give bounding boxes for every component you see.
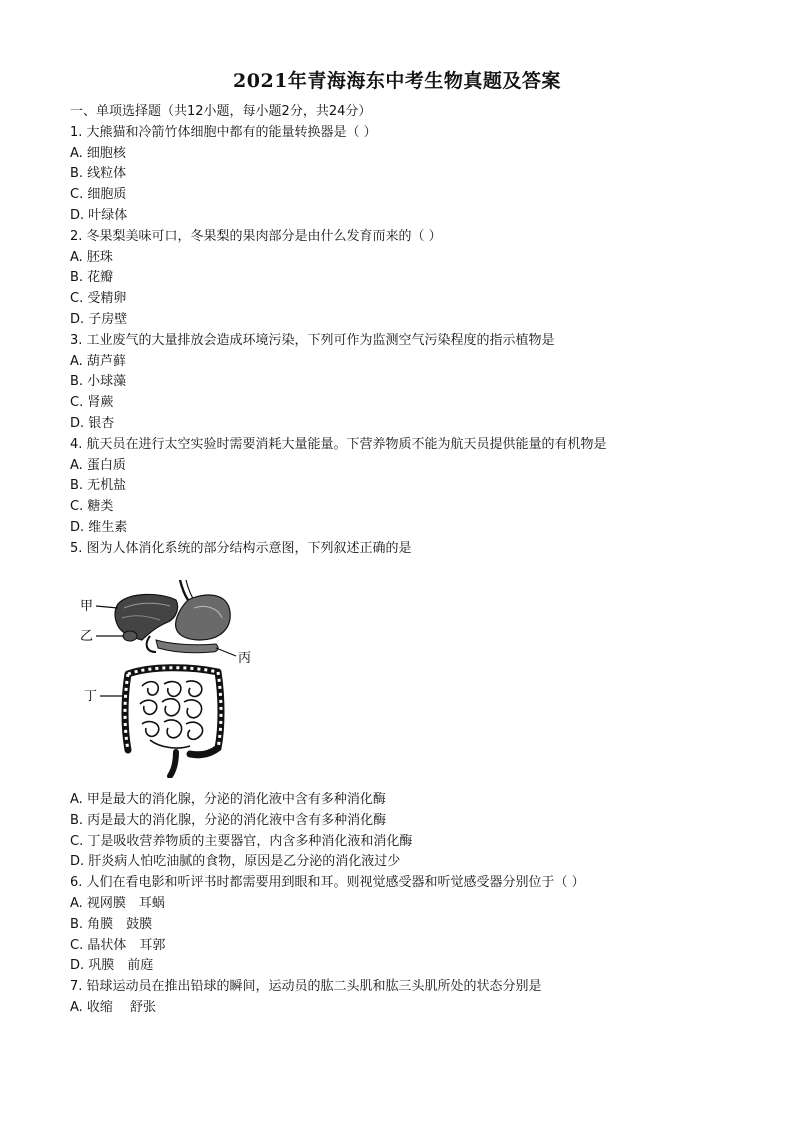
option-c: C. 肾蕨 — [70, 395, 114, 411]
option-c: C. 丁是吸收营养物质的主要器官，内含多种消化液和消化酶 — [70, 833, 413, 849]
option-a: A. 葫芦藓 — [70, 353, 126, 369]
questions-part1 — [70, 102, 760, 560]
option-a: A. 视网膜 耳蜗 — [70, 895, 165, 911]
rectum-shape — [170, 752, 176, 776]
gallbladder-shape — [123, 631, 137, 641]
option-c: C. 细胞质 — [70, 187, 127, 203]
option-a: A. 胚珠 — [70, 249, 113, 265]
option-d: D. 巩膜 前庭 — [70, 958, 154, 974]
option-a: A. 收缩 舒张 — [70, 999, 157, 1015]
option-d: D. 银杏 — [70, 415, 115, 431]
small-intestine-shape — [140, 681, 203, 748]
question-stem: 3. 工业废气的大量排放会造成环境污染，下列可作为监测空气污染程度的指示植物是 — [70, 332, 555, 348]
option-c: C. 晶状体 耳郭 — [70, 937, 166, 953]
option-b: B. 线粒体 — [70, 166, 127, 182]
question-stem: 1. 大熊猫和冷箭竹体细胞中都有的能量转换器是（ ） — [70, 124, 377, 140]
question-stem: 2. 冬果梨美味可口，冬果梨的果肉部分是由什么发育而来的（ ） — [70, 228, 442, 244]
pancreas-shape — [156, 640, 218, 653]
digestive-system-diagram — [80, 578, 260, 778]
question-stem: 4. 航天员在进行太空实验时需要消耗大量能量。下营养物质不能为航天员提供能量的有机物是 — [70, 436, 607, 452]
option-c: C. 受精卵 — [70, 291, 127, 307]
option-a: A. 细胞核 — [70, 145, 126, 161]
option-d: D. 肝炎病人怕吃油腻的食物，原因是乙分泌的消化液过少 — [70, 854, 401, 870]
option-b: B. 角膜 鼓膜 — [70, 916, 153, 932]
option-b: B. 小球藻 — [70, 374, 127, 390]
figure-label-bing: 丙 — [238, 651, 252, 666]
option-b: B. 无机盐 — [70, 478, 127, 494]
option-d: D. 维生素 — [70, 519, 128, 535]
questions-part2 — [70, 790, 760, 1019]
option-b: B. 花瓣 — [70, 270, 114, 286]
option-d: D. 叶绿体 — [70, 207, 128, 223]
document-title: 2021年青海海东中考生物真题及答案 — [233, 70, 561, 92]
question-stem: 7. 铅球运动员在推出铅球的瞬间，运动员的肱二头肌和肱三头肌所处的状态分别是 — [70, 979, 542, 995]
option-a: A. 甲是最大的消化腺，分泌的消化液中含有多种消化酶 — [70, 792, 386, 807]
option-c: C. 糖类 — [70, 499, 114, 515]
figure-label-yi: 乙 — [80, 629, 94, 644]
section-header: 一、单项选择题（共12小题，每小题2分，共24分） — [70, 104, 372, 119]
figure-label-ding: 丁 — [84, 689, 98, 704]
figure-label-jia: 甲 — [80, 599, 94, 614]
question-stem: 5. 图为人体消化系统的部分结构示意图，下列叙述正确的是 — [70, 540, 412, 556]
option-d: D. 子房壁 — [70, 311, 128, 327]
question-stem: 6. 人们在看电影和听评书时都需要用到眼和耳。则视觉感受器和听觉感受器分别位于（ ） — [70, 875, 585, 891]
option-a: A. 蛋白质 — [70, 457, 126, 473]
option-b: B. 丙是最大的消化腺，分泌的消化液中含有多种消化酶 — [70, 812, 387, 828]
